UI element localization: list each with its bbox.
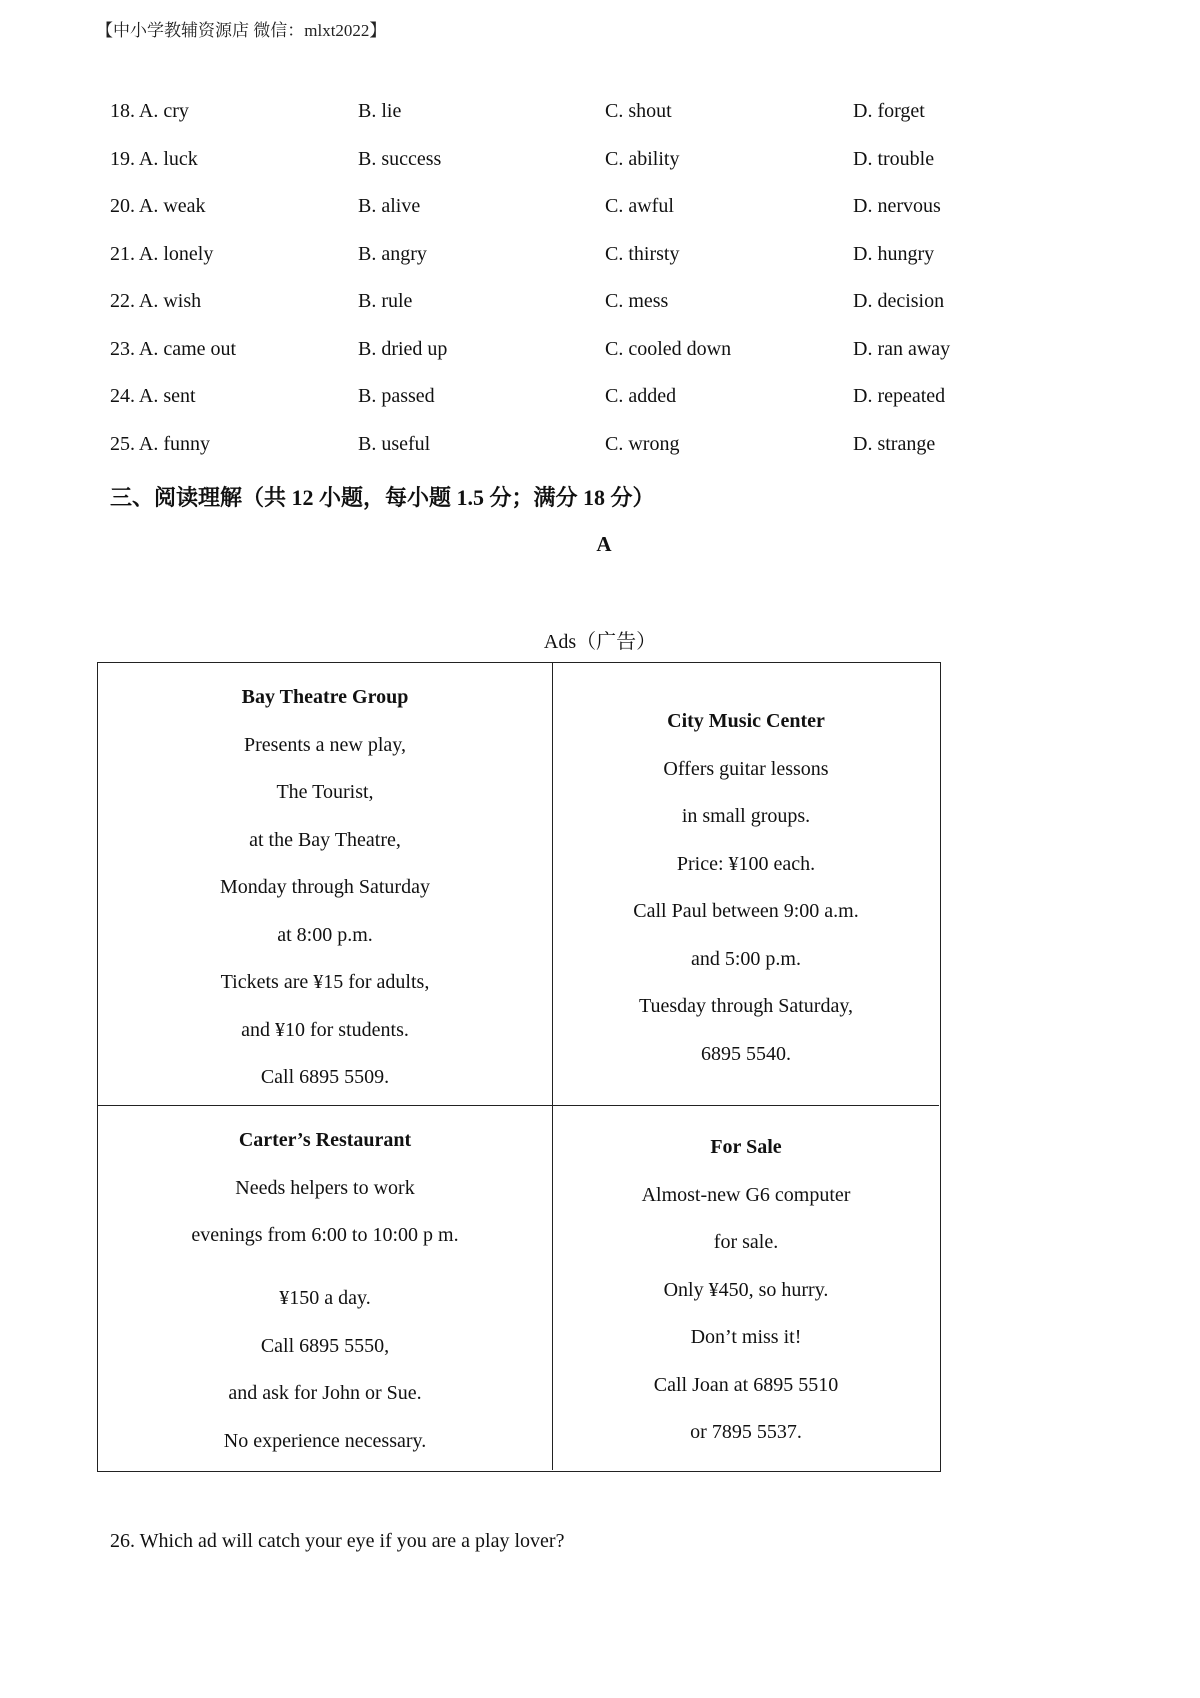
option-d: D. trouble	[853, 147, 935, 170]
ad-title: City Music Center	[667, 710, 825, 732]
ads-table	[97, 662, 941, 1472]
option-row-21	[110, 243, 970, 291]
option-row-23	[110, 338, 970, 386]
ad-line: Offers guitar lessons	[663, 757, 829, 780]
option-b: B. passed	[358, 385, 435, 407]
ad-line: Monday through Saturday	[220, 876, 430, 898]
ad-bay-theatre	[98, 663, 553, 1106]
ad-line: The Tourist,	[276, 781, 374, 803]
ad-line: Call Joan at 6895 5510	[653, 1373, 839, 1396]
section-heading: 三、阅读理解（共 12 小题，每小题 1.5 分；满分 18 分）	[110, 485, 655, 510]
option-row-24	[110, 385, 970, 433]
option-b: B. angry	[358, 242, 427, 265]
option-c: C. mess	[605, 290, 669, 312]
ad-line: Tuesday through Saturday,	[638, 995, 854, 1017]
ad-line: Call Paul between 9:00 a.m.	[633, 900, 859, 922]
option-d: D. repeated	[853, 385, 946, 407]
ad-line: Call 6895 5509.	[260, 1066, 390, 1088]
option-row-18	[110, 100, 970, 148]
option-a: 20. A. weak	[110, 195, 206, 217]
option-a: 19. A. luck	[110, 147, 198, 170]
option-a: 25. A. funny	[110, 432, 210, 455]
ad-line: evenings from 6:00 to 10:00 p m.	[191, 1224, 459, 1246]
ad-line: Call 6895 5550,	[260, 1334, 390, 1357]
option-c: C. ability	[605, 147, 680, 170]
ad-line: 6895 5540.	[701, 1042, 791, 1065]
ad-line: for sale.	[713, 1231, 779, 1253]
option-a: 23. A. came out	[110, 337, 237, 360]
ad-line: at 8:00 p.m.	[277, 923, 373, 946]
option-d: D. nervous	[853, 195, 941, 217]
ad-line: Presents a new play,	[244, 733, 406, 756]
option-a: 22. A. wish	[110, 290, 202, 312]
option-b: B. success	[358, 147, 442, 170]
option-d: D. hungry	[853, 242, 935, 265]
option-row-25	[110, 433, 970, 481]
question-26: 26. Which ad will catch your eye if you are a play lover?	[110, 1530, 565, 1552]
option-a: 18. A. cry	[110, 100, 189, 122]
ad-line: and ask for John or Sue.	[228, 1382, 422, 1404]
ad-line: Needs helpers to work	[235, 1176, 415, 1199]
option-c: C. added	[605, 385, 677, 407]
option-row-22	[110, 290, 970, 338]
ad-title: Bay Theatre Group	[241, 686, 409, 708]
ad-line: and 5:00 p.m.	[691, 947, 801, 970]
option-d: D. ran away	[853, 337, 951, 360]
option-c: C. wrong	[605, 432, 680, 455]
option-row-19	[110, 148, 970, 196]
options-list	[110, 100, 970, 480]
option-b: B. dried up	[358, 337, 448, 360]
ad-city-music	[553, 663, 939, 1106]
ad-line: Almost-new G6 computer	[641, 1183, 851, 1206]
option-a: 24. A. sent	[110, 385, 196, 407]
option-b: B. useful	[358, 432, 431, 455]
ad-line: Only ¥450, so hurry.	[663, 1278, 829, 1301]
option-d: D. strange	[853, 432, 936, 455]
option-a: 21. A. lonely	[110, 242, 214, 265]
ad-line: or 7895 5537.	[690, 1421, 802, 1443]
ad-line: in small groups.	[681, 805, 811, 827]
ad-line: Price: ¥100 each.	[676, 852, 816, 875]
option-b: B. alive	[358, 195, 421, 217]
ads-title: Ads（广告）	[543, 631, 657, 653]
ad-carters-restaurant	[98, 1106, 553, 1470]
option-c: C. cooled down	[605, 337, 732, 360]
ad-for-sale	[553, 1106, 939, 1470]
option-c: C. shout	[605, 100, 672, 122]
ad-title: Carter’s Restaurant	[238, 1129, 412, 1151]
ad-line: and ¥10 for students.	[241, 1018, 409, 1041]
option-b: B. rule	[358, 290, 413, 312]
ad-line: No experience necessary.	[223, 1429, 427, 1452]
passage-letter: A	[596, 532, 612, 556]
option-d: D. forget	[853, 100, 925, 122]
ad-title: For Sale	[710, 1136, 782, 1158]
ad-line: Don’t miss it!	[690, 1326, 802, 1348]
ad-line: ¥150 a day.	[279, 1287, 371, 1309]
ad-line: at the Bay Theatre,	[249, 828, 401, 851]
option-d: D. decision	[853, 290, 945, 312]
option-c: C. thirsty	[605, 242, 680, 265]
option-c: C. awful	[605, 195, 674, 217]
option-row-20	[110, 195, 970, 243]
ad-line: Tickets are ¥15 for adults,	[220, 971, 430, 993]
option-b: B. lie	[358, 100, 402, 122]
watermark-text: 【中小学教辅资源店 微信：mlxt2022】	[96, 21, 387, 40]
